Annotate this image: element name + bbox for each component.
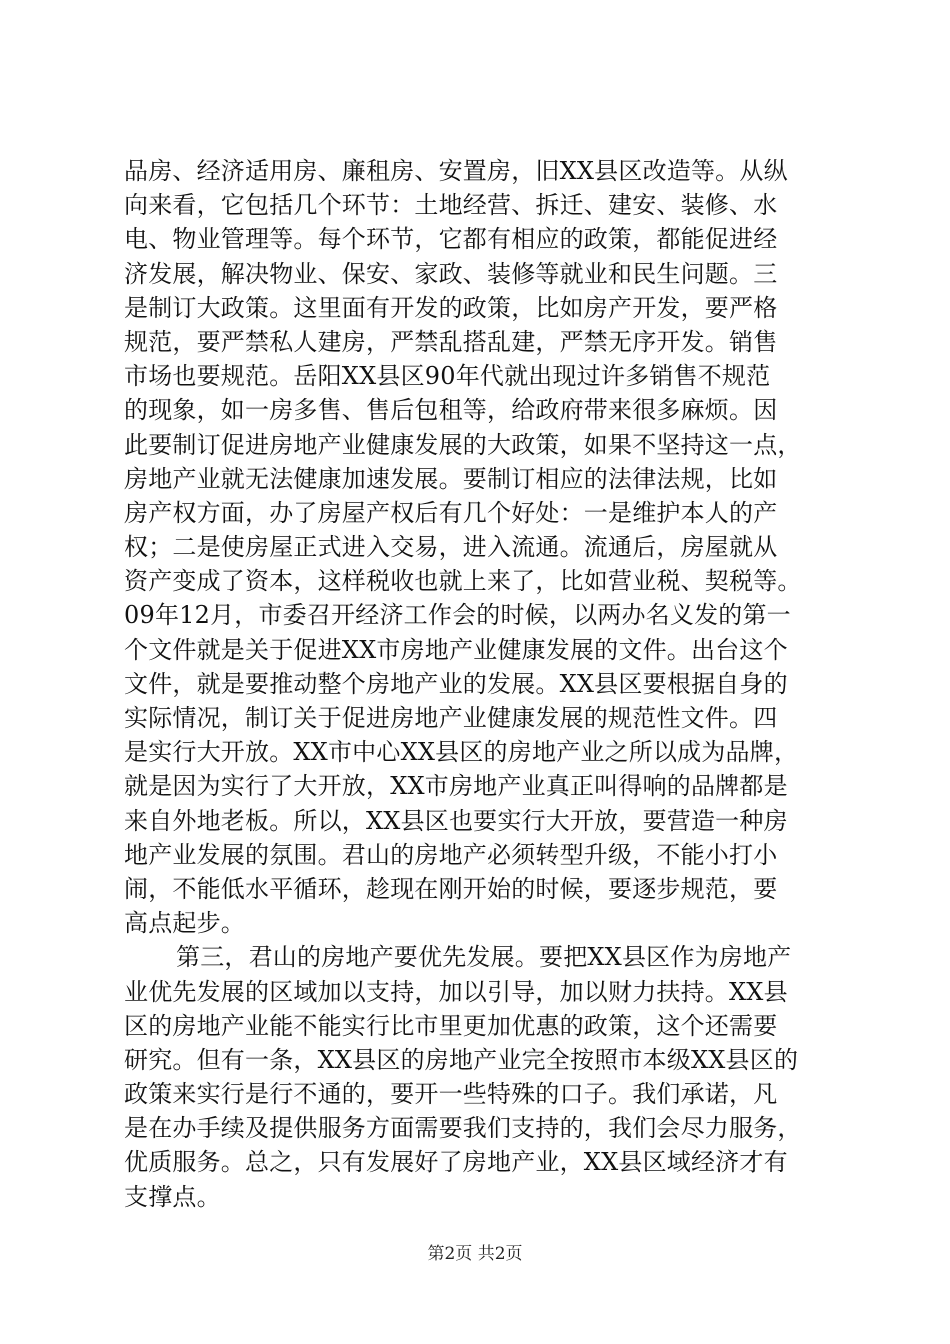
text-line: 闹，不能低水平循环，趁现在刚开始的时候，要逐步规范，要 bbox=[124, 874, 778, 903]
text-line: 业优先发展的区域加以支持，加以引导，加以财力扶持。XX县 bbox=[124, 977, 788, 1006]
text-line: 个文件就是关于促进XX市房地产业健康发展的文件。出台这个 bbox=[124, 635, 788, 664]
text-line: 来自外地老板。所以，XX县区也要实行大开放，要营造一种房 bbox=[124, 806, 788, 835]
text-line: 就是因为实行了大开放，XX市房地产业真正叫得响的品牌都是 bbox=[124, 772, 788, 801]
text-line: 实际情况，制订关于促进房地产业健康发展的规范性文件。四 bbox=[124, 704, 778, 732]
text-line: 向来看，它包括几个环节：土地经营、拆迁、建安、装修、水 bbox=[124, 191, 778, 220]
text-line: 是在办手续及提供服务方面需要我们支持的，我们会尽力服务， bbox=[124, 1114, 802, 1143]
text-line: 09年12月，市委召开经济工作会的时候，以两办名义发的第一 bbox=[124, 601, 791, 630]
text-line: 区的房地产业能不能实行比市里更加优惠的政策，这个还需要 bbox=[124, 1011, 778, 1040]
text-line: 权；二是使房屋正式进入交易，进入流通。流通后，房屋就从 bbox=[124, 533, 778, 562]
paragraph-first-line: 第三，君山的房地产要优先发展。要把XX县区作为房地产 bbox=[176, 943, 792, 972]
text-line: 规范，要严禁私人建房，严禁乱搭乱建，严禁无序开发。销售 bbox=[124, 327, 778, 356]
text-line: 资产变成了资本，这样税收也就上来了，比如营业税、契税等。 bbox=[124, 567, 802, 596]
text-line: 房地产业就无法健康加速发展。要制订相应的法律法规，比如 bbox=[124, 464, 778, 493]
text-line: 是制订大政策。这里面有开发的政策，比如房产开发，要严格 bbox=[124, 293, 778, 322]
body-text bbox=[124, 154, 844, 1214]
text-line: 高点起步。 bbox=[124, 909, 245, 938]
text-line: 房产权方面，办了房屋产权后有几个好处：一是维护本人的产 bbox=[124, 498, 778, 527]
text-line: 济发展，解决物业、保安、家政、装修等就业和民生问题。三 bbox=[124, 259, 778, 288]
text-line: 品房、经济适用房、廉租房、安置房，旧XX县区改造等。从纵 bbox=[124, 157, 788, 185]
text-line: 是实行大开放。XX市中心XX县区的房地产业之所以成为品牌， bbox=[124, 738, 799, 767]
text-line: 市场也要规范。岳阳XX县区90年代就出现过许多销售不规范 bbox=[124, 362, 771, 391]
text-line: 支撑点。 bbox=[124, 1182, 221, 1211]
text-line: 地产业发展的氛围。君山的房地产必须转型升级，不能小打小 bbox=[124, 840, 778, 869]
text-line: 政策来实行是行不通的，要开一些特殊的口子。我们承诺，凡 bbox=[124, 1080, 778, 1109]
page-footer: 第2页 共2页 bbox=[427, 1244, 523, 1264]
text-line: 研究。但有一条，XX县区的房地产业完全按照市本级XX县区的 bbox=[124, 1045, 799, 1074]
text-line: 电、物业管理等。每个环节，它都有相应的政策，都能促进经 bbox=[124, 225, 778, 254]
text-line: 此要制订促进房地产业健康发展的大政策，如果不坚持这一点， bbox=[124, 430, 802, 459]
text-line: 的现象，如一房多售、售后包租等，给政府带来很多麻烦。因 bbox=[124, 396, 778, 425]
text-line: 优质服务。总之，只有发展好了房地产业，XX县区域经济才有 bbox=[124, 1148, 788, 1177]
text-line: 文件，就是要推动整个房地产业的发展。XX县区要根据自身的 bbox=[124, 669, 788, 698]
